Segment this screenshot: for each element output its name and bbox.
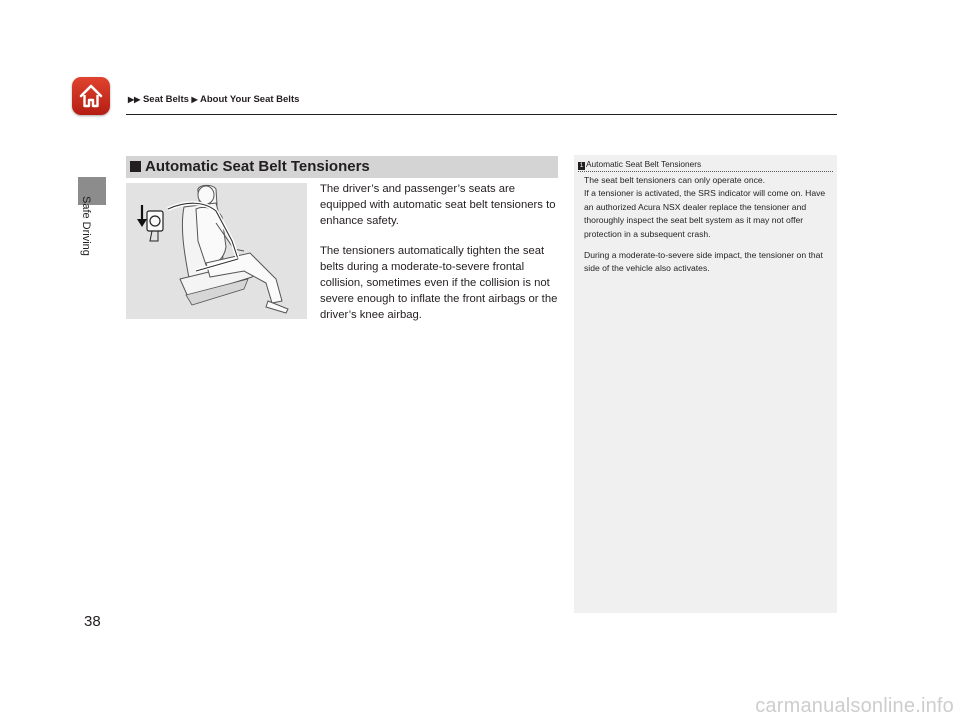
- section-title: Automatic Seat Belt Tensioners: [145, 158, 370, 175]
- header-divider: [126, 114, 837, 115]
- watermark: carmanualsonline.info: [755, 695, 954, 717]
- breadcrumb-link-seat-belts[interactable]: Seat Belts: [142, 94, 189, 105]
- paragraph-tensioner-equipment: The driver’s and passenger’s seats are equipped with automatic seat belt tensioners to enhance safety.: [320, 183, 556, 227]
- note-srs-indicator: If a tensioner is activated, the SRS indicator will come on. Have an authorized Acura NSX dealer replace the tensioner and thoroughly inspect the seat belt system as it may not offer protection in a subsequent crash.: [584, 188, 826, 239]
- section-side-label: Safe Driving: [80, 196, 92, 256]
- notes-heading-text: Automatic Seat Belt Tensioners: [586, 159, 702, 169]
- breadcrumb-arrow-icon: ▶: [191, 95, 198, 104]
- breadcrumb-arrow-icon: ▶▶: [128, 95, 141, 104]
- paragraph-tensioner-operation: The tensioners automatically tighten the seat belts during a moderate-to-severe frontal collision, sometimes even if the collision is not severe enough to inflate the front airbags or the driver’s knee airbag.: [320, 245, 558, 321]
- sidebar-notes-panel: [574, 155, 837, 613]
- square-bullet-icon: [130, 161, 141, 172]
- reference-number-icon: 1: [579, 162, 584, 169]
- note-one-time-operation: The seat belt tensioners can only operate once.: [584, 175, 766, 185]
- notes-divider: [578, 171, 833, 172]
- notes-heading[interactable]: [578, 159, 701, 170]
- note-side-impact: During a moderate-to-severe side impact, the tensioner on that side of the vehicle also activates.: [584, 250, 823, 274]
- section-heading-bar: [126, 156, 558, 178]
- seat-belt-tensioner-illustration: [126, 183, 307, 319]
- breadcrumb: [128, 94, 299, 105]
- notes-body: [584, 174, 832, 284]
- home-icon: [78, 83, 104, 109]
- home-button[interactable]: [72, 77, 110, 115]
- page-number: 38: [84, 613, 101, 630]
- breadcrumb-current: About Your Seat Belts: [199, 94, 300, 105]
- main-body-text: [320, 181, 560, 337]
